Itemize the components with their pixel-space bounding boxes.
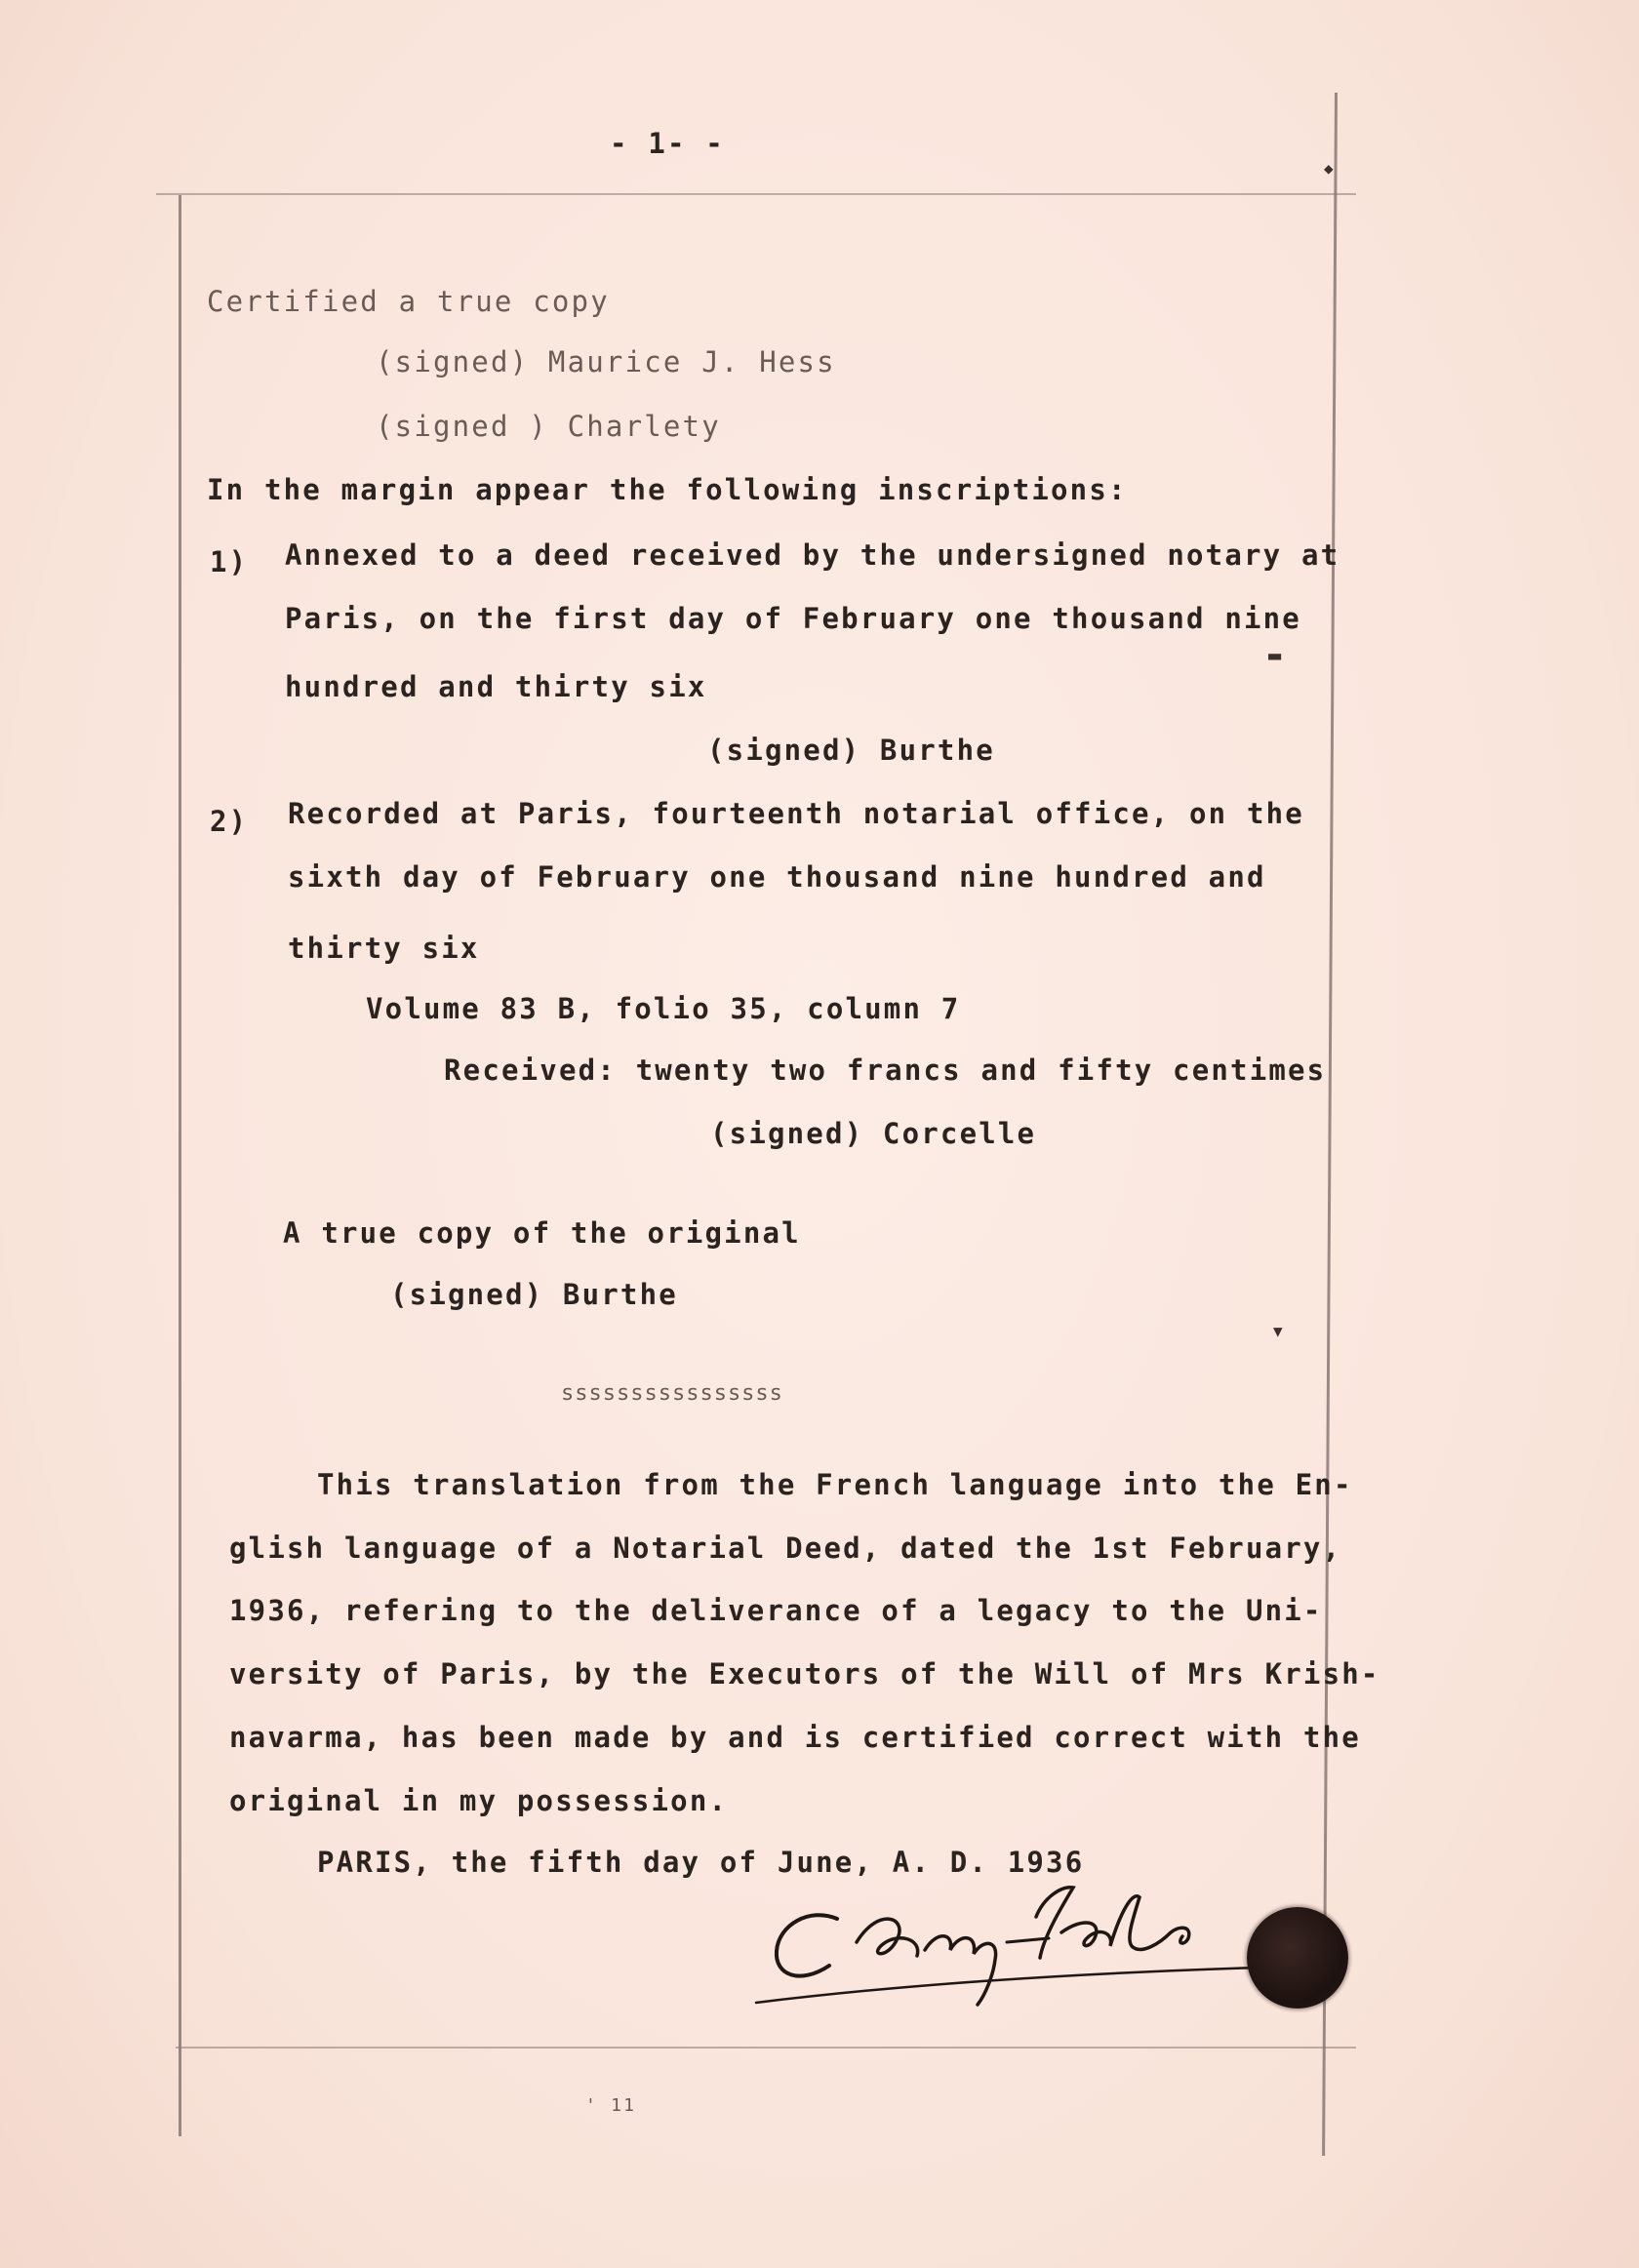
- bottom-margin-rule: [176, 2047, 1356, 2049]
- translation-line-4: versity of Paris, by the Executors of the Will of Mrs Krish-: [229, 1657, 1380, 1691]
- top-margin-rule: [156, 193, 1356, 195]
- inscription-2-number: 2): [210, 805, 249, 838]
- inscription-2-volume: Volume 83 B, folio 35, column 7: [366, 992, 961, 1025]
- bottom-mark: ' 11: [585, 2095, 637, 2116]
- inscription-2-received: Received: twenty two francs and fifty centimes: [444, 1054, 1327, 1087]
- certification-heading: Certified a true copy: [207, 285, 610, 318]
- ink-mark: ◆: [1324, 159, 1334, 178]
- inscription-1-signed: (signed) Burthe: [707, 734, 995, 767]
- inscription-2-signed: (signed) Corcelle: [710, 1117, 1037, 1150]
- translation-line-6: original in my possession.: [229, 1784, 729, 1817]
- inscription-1-line-2: Paris, on the first day of February one thousand nine: [285, 602, 1301, 635]
- inscription-2-line-1: Recorded at Paris, fourteenth notarial office, on the: [288, 797, 1304, 830]
- translation-line-3: 1936, refering to the deliverance of a legacy to the Uni-: [229, 1594, 1323, 1627]
- translation-line-5: navarma, has been made by and is certified correct with the: [229, 1721, 1361, 1754]
- left-margin-rule: [179, 195, 181, 2136]
- inscription-1-line-3: hundred and thirty six: [285, 670, 707, 703]
- handwritten-signature: [751, 1849, 1298, 2014]
- margin-intro: In the margin appear the following inscriptions:: [207, 473, 1128, 506]
- ink-mark: ▬: [1268, 644, 1282, 668]
- translation-line-1: This translation from the French language into the En-: [317, 1468, 1353, 1501]
- wax-seal: [1247, 1907, 1348, 2009]
- true-copy-signed: (signed) Burthe: [390, 1278, 678, 1311]
- page-number: - 1- -: [610, 127, 725, 160]
- true-copy-line: A true copy of the original: [283, 1216, 801, 1250]
- ink-mark: ▼: [1273, 1322, 1283, 1340]
- section-divider: ssssssssssssssss: [561, 1381, 783, 1406]
- translation-line-2: glish language of a Notarial Deed, dated the 1st February,: [229, 1532, 1342, 1565]
- inscription-1-line-1: Annexed to a deed received by the undersigned notary at: [285, 538, 1340, 572]
- inscription-1-number: 1): [210, 545, 249, 578]
- dateline: PARIS, the fifth day of June, A. D. 1936: [317, 1846, 1085, 1879]
- inscription-2-line-3: thirty six: [288, 932, 480, 965]
- inscription-2-line-2: sixth day of February one thousand nine hundred and: [288, 860, 1266, 894]
- certification-signed-1: (signed) Maurice J. Hess: [376, 345, 836, 378]
- right-margin-rule: [1322, 93, 1338, 2156]
- certification-signed-2: (signed ) Charlety: [376, 410, 721, 443]
